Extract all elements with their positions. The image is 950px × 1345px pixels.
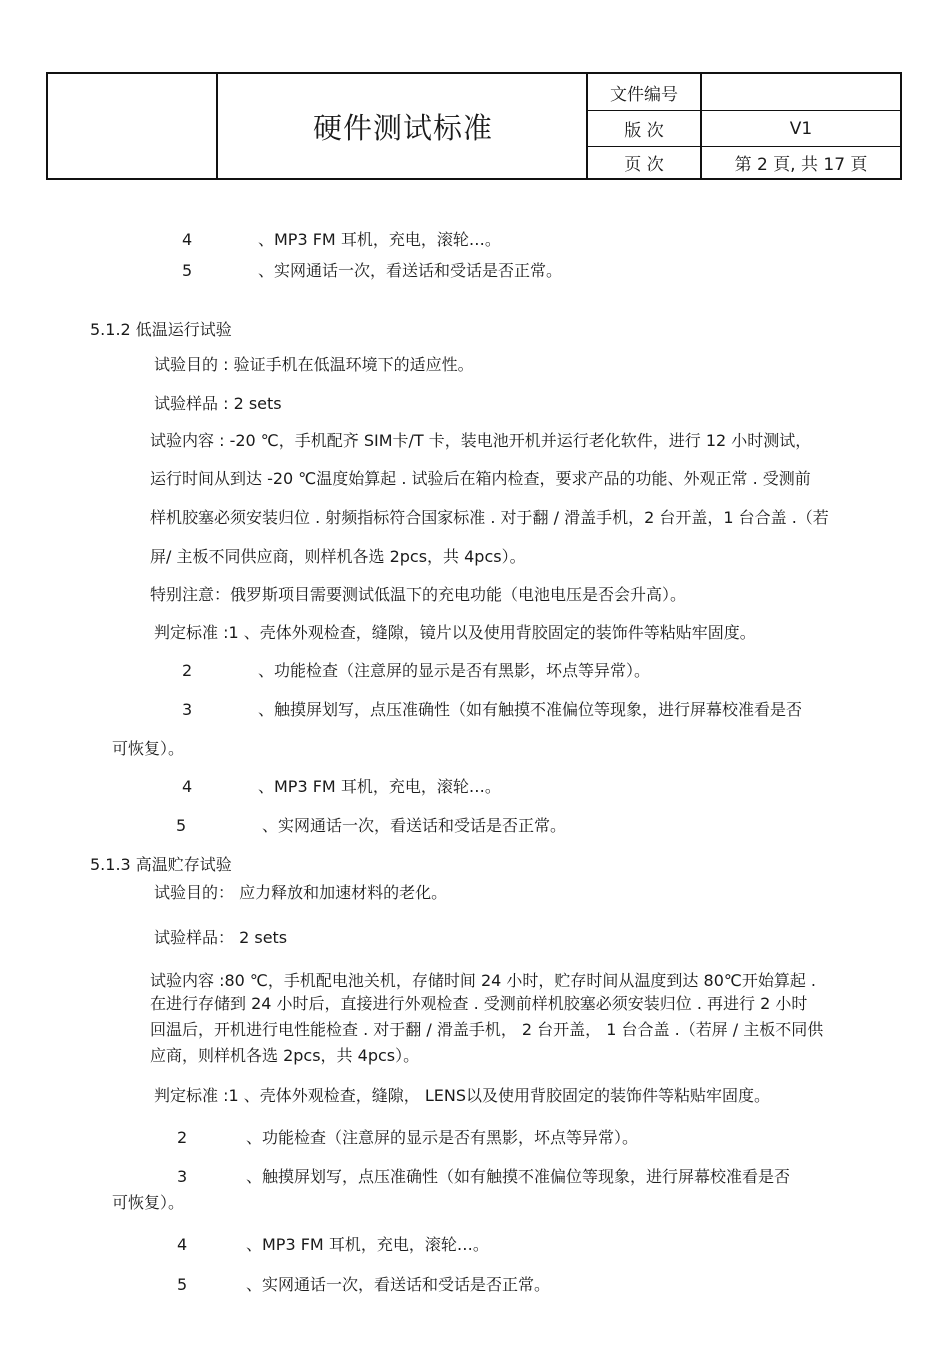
item-number: 4: [182, 230, 193, 249]
paragraph: 可恢复）。: [112, 1193, 185, 1212]
paragraph: 试验内容 : -20 ℃，手机配齐 SIM卡/T 卡，装电池开机并运行老化软件，进行 12 小时测试，: [150, 431, 812, 450]
list-item: 、MP3 FM 耳机，充电，滚轮…。: [258, 230, 501, 249]
paragraph: 回温后，开机进行电性能检查 . 对于翻 / 滑盖手机， 2 台开盖， 1 台合盖 .（若屏 / 主板不同供: [150, 1020, 824, 1039]
paragraph: 样机胶塞必须安装归位 . 射频指标符合国家标准 . 对于翻 / 滑盖手机，2 台开盖，1 台合盖 .（若: [150, 508, 829, 527]
page-value: 第 2 頁, 共 17 頁: [734, 155, 868, 175]
paragraph: 判定标准 :1 、壳体外观检查，缝隙，镜片以及使用背胶固定的装饰件等粘贴牢固度。: [154, 623, 756, 642]
list-item: 、实网通话一次，看送话和受话是否正常。: [246, 1275, 551, 1294]
paragraph: 试验内容 :80 ℃，手机配电池关机，存储时间 24 小时，贮存时间从温度到达 80℃开始算起 .: [150, 971, 817, 990]
item-number: 2: [182, 661, 193, 680]
document-title: 硬件测试标准: [312, 110, 493, 145]
item-number: 4: [182, 777, 193, 796]
paragraph: 在进行存储到 24 小时后，直接进行外观检查 . 受测前样机胶塞必须安装归位 . 再进行 2 小时: [150, 994, 808, 1013]
paragraph: 屏/ 主板不同供应商，则样机各选 2pcs，共 4pcs）。: [150, 547, 526, 566]
item-number: 5: [176, 816, 187, 835]
paragraph: 试验样品： 2 sets: [154, 928, 288, 947]
doc-number-value: [702, 74, 900, 110]
paragraph: 判定标准 :1 、壳体外观检查，缝隙， LENS以及使用背胶固定的装饰件等粘贴牢固度。: [154, 1086, 770, 1105]
item-number: 5: [177, 1275, 188, 1294]
version-value: V1: [789, 118, 813, 139]
note: 特别注意：俄罗斯项目需要测试低温下的充电功能（电池电压是否会升高）。: [150, 585, 687, 604]
list-item: 、功能检查（注意屏的显示是否有黑影，坏点等异常）。: [246, 1128, 639, 1147]
paragraph: 试验样品 : 2 sets: [154, 394, 282, 413]
paragraph: 试验目的： 应力释放和加速材料的老化。: [154, 883, 448, 902]
list-item: 、触摸屏划写，点压准确性（如有触摸不准偏位等现象，进行屏幕校准看是否: [258, 700, 803, 719]
list-item: 、触摸屏划写，点压准确性（如有触摸不准偏位等现象，进行屏幕校准看是否: [246, 1167, 791, 1186]
version-label: 版 次: [624, 121, 664, 141]
list-item: 、MP3 FM 耳机，充电，滚轮…。: [258, 777, 501, 796]
section-heading: 5.1.3 高温贮存试验: [90, 855, 232, 874]
list-item: 、MP3 FM 耳机，充电，滚轮…。: [246, 1235, 489, 1254]
item-number: 5: [182, 261, 193, 280]
paragraph: 应商，则样机各选 2pcs，共 4pcs）。: [150, 1046, 420, 1065]
item-number: 2: [177, 1128, 188, 1147]
header-table: [46, 72, 902, 180]
list-item: 、实网通话一次，看送话和受话是否正常。: [262, 816, 567, 835]
paragraph: 试验目的 : 验证手机在低温环境下的适应性。: [154, 355, 474, 374]
item-number: 3: [177, 1167, 188, 1186]
paragraph: 可恢复）。: [112, 739, 185, 758]
item-number: 3: [182, 700, 193, 719]
doc-number-label: 文件编号: [610, 84, 678, 105]
item-number: 4: [177, 1235, 188, 1254]
paragraph: 运行时间从到达 -20 ℃温度始算起 . 试验后在箱内检查，要求产品的功能、外观正常 . 受测前: [150, 469, 811, 488]
list-item: 、实网通话一次，看送话和受话是否正常。: [258, 261, 563, 280]
page-label: 页 次: [624, 155, 664, 175]
section-heading: 5.1.2 低温运行试验: [90, 320, 232, 339]
list-item: 、功能检查（注意屏的显示是否有黑影，坏点等异常）。: [258, 661, 651, 680]
